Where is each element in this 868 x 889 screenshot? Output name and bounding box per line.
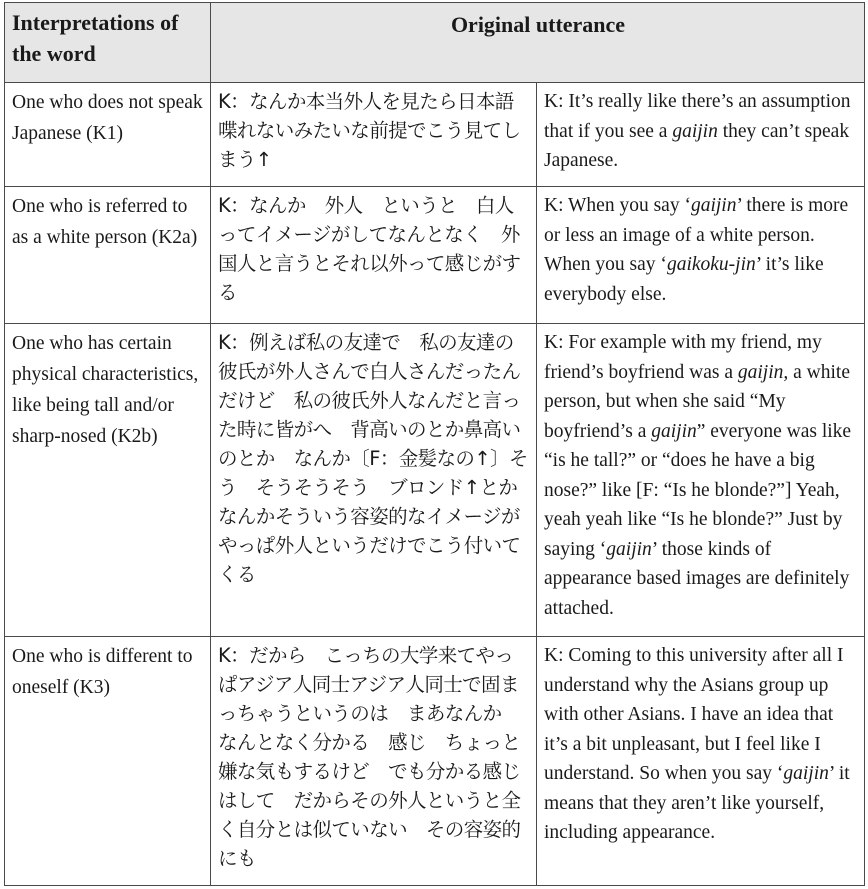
translation-text: they can’t speak Japanese. — [544, 120, 850, 171]
translation-text: K: It’s really like there’s an assumption that if you see a — [544, 91, 851, 142]
english-translation-cell — [537, 83, 865, 187]
italic-term: gaijin — [690, 195, 737, 216]
japanese-utterance-cell: K：なんか 外人 というと 白人ってイメージがしてなんとなく 外国人と言うとそれ以外って感じがする — [211, 187, 537, 324]
english-translation-cell — [537, 324, 865, 637]
translation-text: K: When you say ‘ — [544, 195, 691, 216]
translation-text: ’ those kinds of appearance based images are definitely attached. — [544, 538, 850, 619]
interpretation-cell: One who has certain physical characteristics, like being tall and/or sharp-nosed (K2b) — [5, 324, 211, 637]
italic-term: gaikoku-jin — [666, 254, 756, 275]
interpretation-cell: One who does not speak Japanese (K1) — [5, 83, 211, 187]
table-row — [5, 637, 865, 886]
interpretation-cell: One who is referred to as a white person (K2a) — [5, 187, 211, 324]
english-translation-cell — [537, 637, 865, 886]
english-translation-cell — [537, 187, 865, 324]
translation-text: ’ there is more or less an image of a white person. When you say ‘ — [544, 195, 849, 275]
italic-term: gaijin — [606, 538, 652, 560]
interpretation-cell: One who is different to oneself (K3) — [5, 637, 211, 886]
italic-term: gaijin — [783, 763, 829, 784]
japanese-utterance-cell: K：例えば私の友達で 私の友達の彼氏が外人さんで白人さんだったんだけど 私の彼氏外人なんだと言った時に皆がへ 背高いのとか鼻高いのとか なんか〔F：金髪なの↑〕そう そうそうそう ブロンド↑とか なんかそういう容姿的なイメージがやっぱ外人というだけでこう付いてくる — [211, 324, 537, 637]
table-row — [5, 324, 865, 637]
translation-text: K: For example with my friend, my friend’s boyfriend was a — [544, 332, 822, 383]
table-row — [5, 83, 865, 187]
interpretations-table — [4, 2, 865, 886]
japanese-utterance-cell: K：だから こっちの大学来てやっぱアジア人同士アジア人同士で固まっちゃうというのは まあなんか なんとなく分かる 感じ ちょっと嫌な気もするけど でも分かる感じはして だからその外人というと全く自分とは似ていない その容姿的にも — [211, 637, 537, 886]
italic-term: gaijin — [651, 420, 697, 442]
translation-text: ’ it means that they aren’t like yourself, including appearance. — [544, 763, 850, 843]
table-row — [5, 187, 865, 324]
translation-text: K: Coming to this university after all I understand why the Asians group up with other Asians. I have an idea that it’s a bit unpleasant, but I feel like I understand. So when you say ‘ — [544, 645, 844, 784]
translation-text: ’ it’s like everybody else. — [544, 254, 824, 305]
translation-text: a white person, but when she said “My boyfriend’s a — [544, 361, 850, 442]
japanese-utterance-cell: K：なんか本当外人を見たら日本語喋れないみたいな前提でこう見てしまう↑ — [211, 83, 537, 187]
header-interpretations: Interpretations of the word — [5, 3, 211, 83]
header-original-utterance: Original utterance — [211, 3, 865, 83]
header-row — [5, 3, 865, 83]
italic-term: gaijin — [672, 120, 718, 142]
italic-term: gaijin, — [737, 361, 789, 383]
translation-text: ” everyone was like “is he tall?” or “does he have a big nose?” like [F: “Is he blonde?”] Yeah, yeah yeah like “Is he blonde?” Just by saying ‘ — [544, 420, 852, 560]
